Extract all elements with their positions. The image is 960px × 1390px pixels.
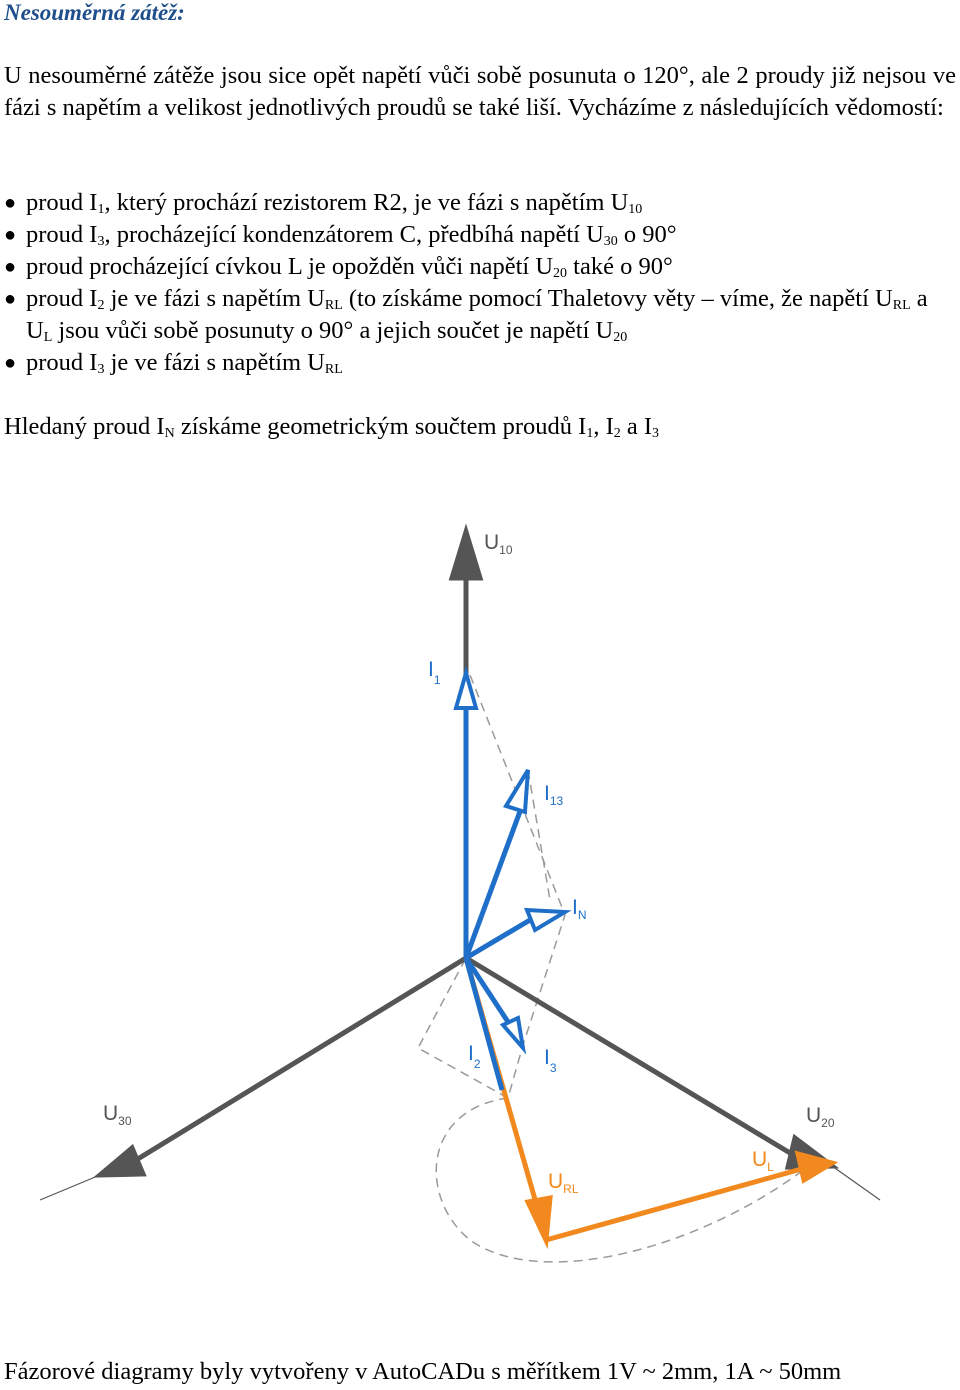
summary-paragraph: Hledaný proud $I_N$ získáme geometrickým součtem proudů $I_1$, $I_2$ a $I_3$ [4, 413, 660, 441]
u20-extension [832, 1166, 880, 1200]
label-u30: $U_{30}$ [103, 1102, 132, 1128]
bullet-icon: ● [4, 288, 17, 310]
label-ul: $U_L$ [752, 1148, 774, 1174]
phasor-diagram [0, 500, 960, 1300]
label-u10: $U_{10}$ [484, 531, 513, 557]
knowledge-list [4, 187, 954, 379]
label-i2: $I_2$ [468, 1042, 481, 1071]
u10-arrowhead [452, 532, 480, 578]
list-item: ● proud $I_3$ je ve fázi s napětím $U_{RL}$ [4, 349, 343, 377]
label-i13: $I_{13}$ [544, 782, 564, 808]
url-arrowhead [528, 1198, 550, 1240]
footer-note: Fázorové diagramy byly vytvořeny v AutoCADu s měřítkem 1V ~ 2mm, 1A ~ 50mm [4, 1358, 842, 1385]
in-arrowhead [527, 910, 565, 930]
u30-extension [40, 1175, 100, 1200]
bullet-icon: ● [4, 352, 17, 374]
i3-shaft [466, 958, 512, 1028]
intro-paragraph: U nesouměrné zátěže jsou sice opět napětí vůči sobě posunuta o 120°, ale 2 proudy již nejsou ve fázi s napětím a velikost jednotlivých proudů se také liší. Vycházíme z následujících vědomostí: [4, 62, 956, 121]
i13-shaft [466, 806, 522, 958]
u30-shaft [128, 958, 466, 1165]
i1-arrowhead [456, 673, 476, 708]
ul-arrowhead [798, 1154, 832, 1180]
label-i1: $I_1$ [428, 658, 441, 687]
diagram-labels [103, 531, 835, 1196]
label-url: $U_{RL}$ [548, 1170, 579, 1196]
u30-arrowhead [100, 1148, 143, 1175]
bullet-icon: ● [4, 224, 17, 246]
bullet-icon: ● [4, 192, 17, 214]
list-item: ● proud $I_2$ je ve fázi s napětím $U_{RL}$ (to získáme pomocí Thaletovy věty – víme, že napětí $U_{RL}$ a $U_L$ jsou vůči sobě posunuty o 90° a jejich součet je napětí $U_{20}$ [4, 285, 928, 345]
list-item: ● proud procházející cívkou L je opožděn vůči napětí $U_{20}$ také o 90° [4, 253, 673, 281]
inductive-branch [466, 958, 832, 1240]
current-phasors [456, 673, 565, 1090]
section-heading: Nesouměrná zátěž: [4, 0, 185, 25]
list-item: ● proud $I_1$, který prochází rezistorem R2, je ve fázi s napětím $U_{10}$ [4, 189, 643, 217]
label-in: $I_N$ [572, 896, 587, 922]
construction-lines [418, 675, 810, 1262]
ul-shaft [546, 1168, 805, 1240]
label-i3: $I_3$ [544, 1046, 557, 1075]
bullet-icon: ● [4, 256, 17, 278]
i3-arrowhead [503, 1018, 523, 1048]
label-u20: $U_{20}$ [806, 1104, 835, 1130]
list-item: ● proud $I_3$, procházející kondenzátorem C, předbíhá napětí $U_{30}$ o 90° [4, 221, 677, 249]
